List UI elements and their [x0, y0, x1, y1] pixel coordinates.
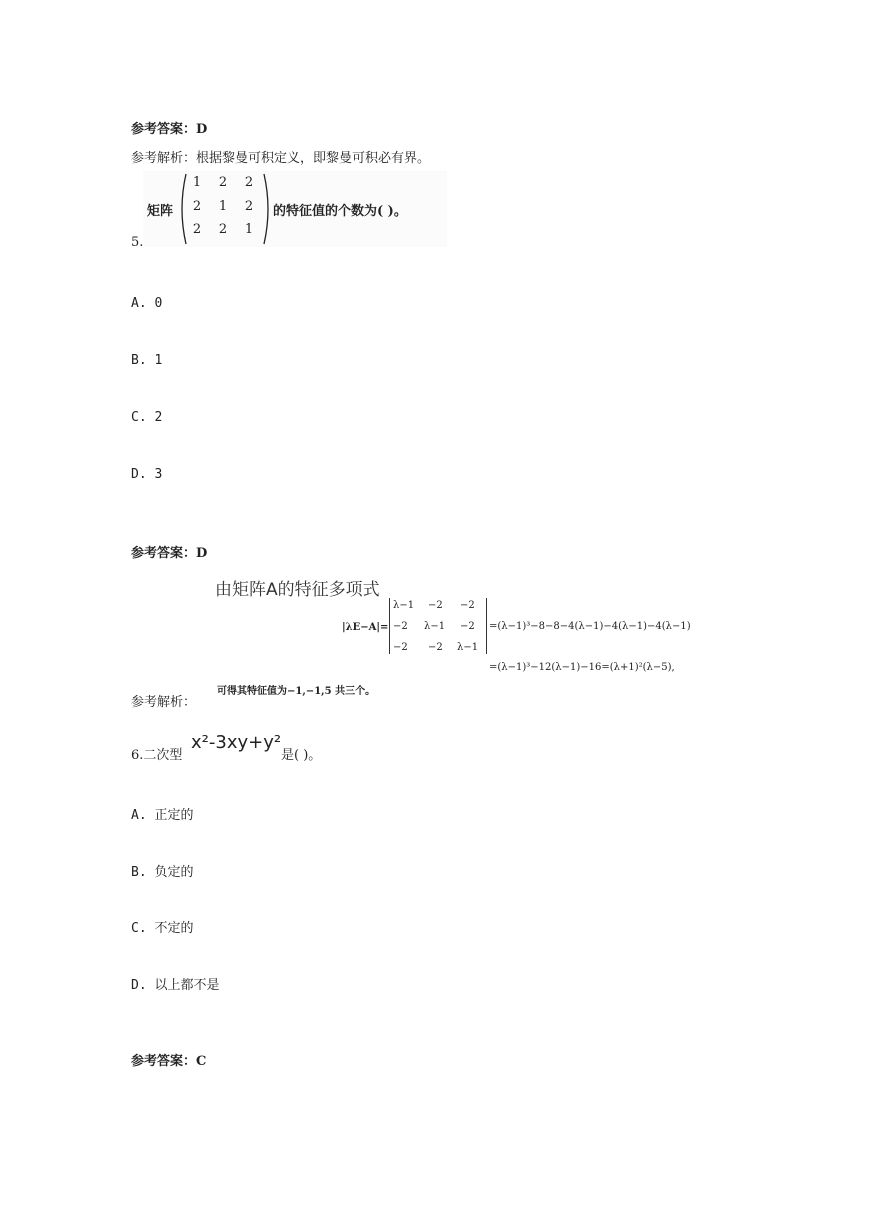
matrix-cell: 1	[218, 199, 228, 214]
answer-label: 参考答案：D	[131, 546, 208, 561]
option-d[interactable]: D. 3	[131, 467, 163, 482]
analysis-label: 参考解析：	[131, 695, 197, 710]
det-cell: −2	[393, 621, 408, 632]
matrix-cell: 2	[244, 199, 254, 214]
analysis-text: 参考解析：根据黎曼可积定义，即黎曼可积必有界。	[131, 151, 431, 166]
matrix-prefix: 矩阵	[147, 204, 174, 219]
option-a[interactable]: A. 0	[131, 296, 163, 311]
right-paren-icon	[263, 173, 273, 245]
option-d[interactable]: D. 以上都不是	[131, 978, 220, 993]
option-b[interactable]: B. 负定的	[131, 865, 194, 880]
det-cell: λ−1	[393, 600, 415, 611]
det-cell: −2	[460, 600, 475, 611]
matrix-cell: 2	[192, 222, 202, 237]
matrix-suffix: 的特征值的个数为( )。	[273, 204, 407, 219]
left-paren-icon	[177, 173, 187, 245]
matrix-cell: 2	[192, 199, 202, 214]
matrix-cell: 2	[244, 175, 254, 190]
analysis-heading: 由矩阵A的特征多项式	[215, 580, 380, 600]
det-label: |λE−A|=	[342, 622, 389, 633]
option-b[interactable]: B. 1	[131, 353, 163, 368]
det-cell: −2	[428, 642, 443, 653]
answer-label: 参考答案：D	[131, 122, 208, 137]
matrix-question-image	[143, 171, 447, 247]
quadratic-formula: x²-3xy+y²	[191, 732, 282, 753]
det-cell: −2	[428, 600, 443, 611]
det-right-bar	[486, 598, 487, 654]
analysis-conclusion: 可得其特征值为−1,−1,5 共三个。	[217, 686, 376, 697]
matrix-cell: 2	[218, 175, 228, 190]
det-cell: λ−1	[457, 642, 479, 653]
det-result-1: =(λ−1)³−8−8−4(λ−1)−4(λ−1)−4(λ−1)	[489, 621, 691, 632]
option-c[interactable]: C. 2	[131, 410, 163, 425]
question-suffix: 是( )。	[281, 748, 322, 763]
det-cell: −2	[460, 621, 475, 632]
answer-label: 参考答案：C	[131, 1054, 207, 1069]
det-left-bar	[389, 598, 390, 654]
option-a[interactable]: A. 正定的	[131, 808, 194, 823]
matrix-cell: 1	[244, 222, 254, 237]
matrix-cell: 1	[192, 175, 202, 190]
det-cell: λ−1	[424, 621, 446, 632]
det-result-2: =(λ−1)³−12(λ−1)−16=(λ+1)²(λ−5),	[489, 662, 675, 673]
question-number: 6.二次型	[131, 748, 183, 763]
question-number: 5.	[131, 235, 144, 250]
option-c[interactable]: C. 不定的	[131, 921, 194, 936]
matrix-cell: 2	[218, 222, 228, 237]
det-cell: −2	[393, 642, 408, 653]
